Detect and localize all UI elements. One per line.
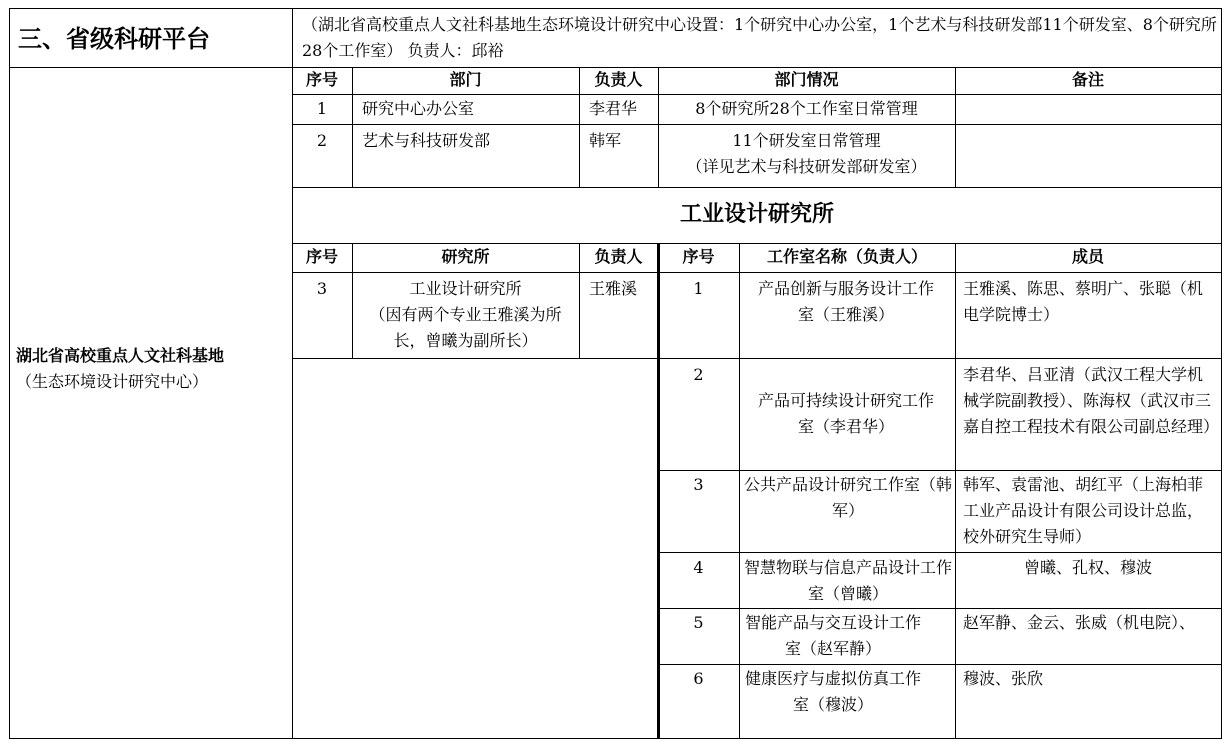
studio-5-no: 5 (693, 613, 704, 632)
dept-header-dept: 部门 (449, 70, 482, 89)
table-border-top (9, 8, 1222, 9)
studio-1-no: 1 (693, 279, 704, 298)
inst-row-no: 3 (316, 279, 328, 298)
dept-row-1-no: 1 (316, 99, 328, 118)
section-title: 三、省级科研平台 (18, 24, 210, 53)
dept-row-2-dept: 艺术与科技研发部 (362, 131, 491, 150)
dept-header-remark: 备注 (1071, 70, 1104, 89)
dept-header-leader: 负责人 (594, 70, 643, 89)
inst-header-institute: 研究所 (441, 247, 490, 266)
table-border-bottom (9, 738, 1222, 739)
dept-row-1-leader: 李君华 (589, 99, 638, 118)
studio-3-members: 韩军、袁雷池、胡红平（上海柏菲工业产品设计有限公司设计总监，校外研究生导师） (963, 475, 1204, 546)
studio-4-no: 4 (693, 558, 704, 577)
studio-6-no: 6 (693, 669, 704, 688)
inst-row-leader: 王雅溪 (589, 279, 638, 298)
studio-4-name: 智慧物联与信息产品设计工作室（曾曦） (743, 558, 952, 603)
row-line (658, 608, 1222, 609)
row-line (292, 187, 1222, 188)
dept-header-no: 序号 (305, 70, 338, 89)
dept-row-2-leader: 韩军 (589, 131, 622, 150)
inst-header-leader: 负责人 (594, 247, 643, 266)
row-line (658, 552, 1222, 553)
dept-row-2-info: 11个研发室日常管理 (732, 131, 881, 150)
studio-1-name: 产品创新与服务设计工作室（王雅溪） (757, 279, 934, 324)
col-line (739, 243, 740, 739)
studio-6-members: 穆波、张欣 (963, 669, 1044, 688)
studio-2-name: 产品可持续设计研究工作室（李君华） (757, 391, 934, 436)
row-line (658, 470, 1222, 471)
dept-row-2-no: 2 (316, 131, 328, 150)
studio-1-members: 王雅溪、陈思、蔡明广、张聪（机电学院博士） (963, 279, 1204, 324)
row-line (292, 124, 1222, 125)
dept-row-1-dept: 研究中心办公室 (362, 99, 475, 118)
row-line (292, 358, 1222, 359)
dept-row-2-info-note: （详见艺术与科技研发部研发室） (686, 157, 927, 176)
studio-3-name: 公共产品设计研究工作室（韩军） (743, 475, 952, 520)
row-line (292, 94, 1222, 95)
dept-header-info: 部门情况 (774, 70, 839, 89)
section-note: （湖北省高校重点人文社科基地生态环境设计研究中心设置：1个研究中心办公室，1个艺术与科技研发部11个研发室、8个研究所28个工作室） 负责人：邱裕 (302, 15, 1217, 60)
inst-row-note: （因有两个专业王雅溪为所长，曾曦为副所长） (369, 305, 562, 350)
base-subtitle: （生态环境设计研究中心） (16, 372, 209, 391)
inst-header-no: 序号 (305, 247, 338, 266)
studio-5-name: 智能产品与交互设计工作室（赵军静） (744, 613, 921, 658)
studio-2-no: 2 (693, 365, 704, 384)
studio-5-members: 赵军静、金云、张威（机电院）、 (963, 613, 1196, 632)
inst-header-studio-name: 工作室名称（负责人） (766, 247, 927, 266)
studio-4-members: 曾曦、孔权、穆波 (1023, 558, 1152, 577)
studio-3-no: 3 (693, 475, 704, 494)
studio-2-members: 李君华、吕亚清（武汉工程大学机械学院副教授）、陈海权（武汉市三嘉自控工程技术有限公司副总经理） (963, 365, 1220, 436)
row-line (292, 272, 1222, 273)
dept-row-1-info: 8个研究所28个工作室日常管理 (695, 99, 918, 118)
table-border-left (9, 8, 10, 739)
inst-header-members: 成员 (1071, 247, 1104, 266)
row-line (658, 664, 1222, 665)
studio-6-name: 健康医疗与虚拟仿真工作室（穆波） (744, 669, 921, 714)
inst-row-name: 工业设计研究所 (409, 279, 522, 298)
table-border-right (1221, 8, 1222, 739)
col-line (955, 243, 956, 739)
institute-title: 工业设计研究所 (679, 201, 834, 227)
inst-header-studio-no: 序号 (682, 247, 715, 266)
base-name: 湖北省高校重点人文社科基地 (16, 346, 225, 365)
